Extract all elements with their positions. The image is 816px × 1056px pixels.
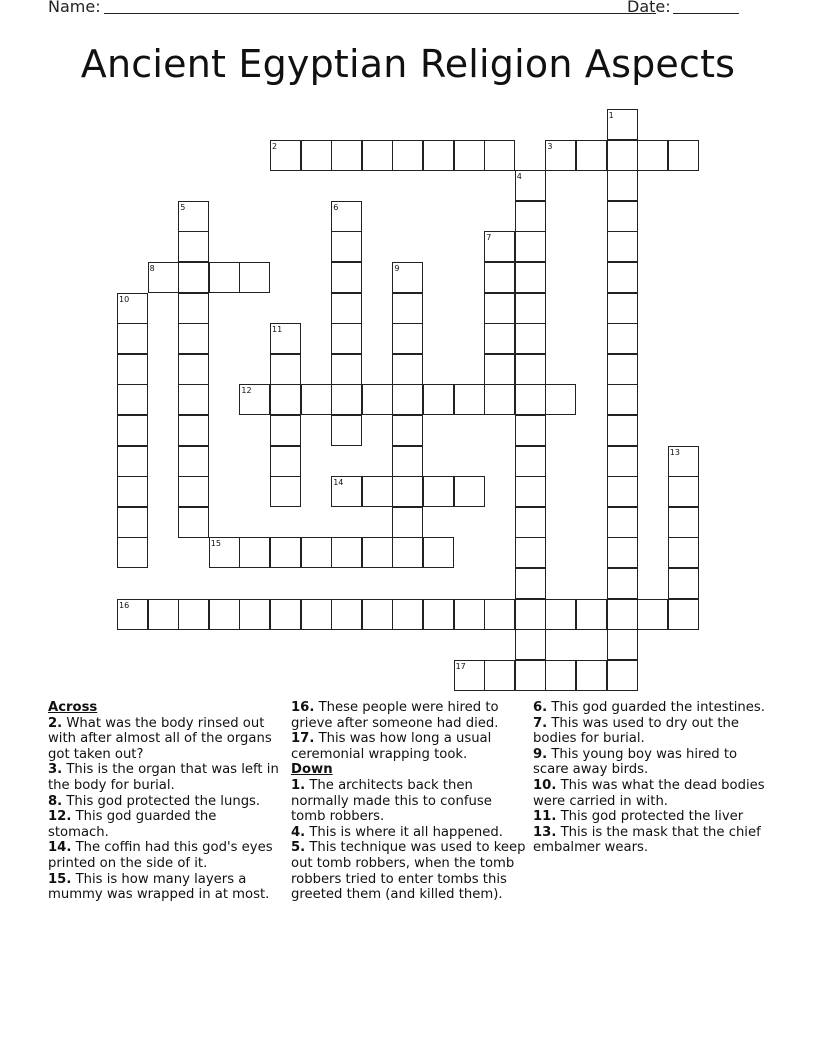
clue-item-number: 12. [48,809,72,825]
grid-cell[interactable] [607,507,638,538]
clue-item-number: 3. [48,762,63,778]
across-clue-list-continued [291,700,527,762]
clue-item-number: 14. [48,840,72,856]
grid-cell[interactable] [117,507,148,538]
clue-number: 16 [119,600,130,610]
grid-cell[interactable] [117,384,148,415]
grid-cell[interactable] [178,231,209,262]
grid-cell[interactable] [178,415,209,446]
grid-cell[interactable] [515,537,546,568]
clues-column-1 [48,700,280,903]
across-clue-list [48,716,280,903]
grid-cell[interactable] [392,476,423,507]
grid-cell[interactable] [515,201,546,232]
clue-number: 4 [516,172,522,182]
grid-cell[interactable] [545,660,576,691]
grid-cell[interactable] [117,599,148,630]
clue-item-number: 2. [48,715,63,731]
grid-cell[interactable] [362,599,393,630]
grid-cell[interactable] [607,599,638,630]
clue-item [291,731,527,762]
grid-cell[interactable] [117,415,148,446]
grid-cell[interactable] [515,231,546,262]
grid-cell[interactable] [515,384,546,415]
grid-cell[interactable] [545,140,576,171]
grid-cell[interactable] [607,323,638,354]
clue-item-number: 7. [533,715,548,731]
clue-number: 12 [241,386,252,396]
grid-cell[interactable] [331,354,362,385]
clue-item-text: These people were hired to grieve after someone had died. [291,700,499,731]
grid-cell[interactable] [392,323,423,354]
clue-number: 15 [210,539,221,549]
clue-item-text: This young boy was hired to scare away birds. [533,746,738,778]
grid-cell[interactable] [515,415,546,446]
grid-cell[interactable] [392,537,423,568]
grid-cell[interactable] [331,323,362,354]
down-clue-list [291,778,527,903]
grid-cell[interactable] [331,537,362,568]
grid-cell[interactable] [148,599,179,630]
clue-number: 14 [333,478,344,488]
grid-cell[interactable] [515,568,546,599]
clue-item-text: The architects back then normally made this to confuse tomb robbers. [291,777,492,825]
grid-cell[interactable] [423,599,454,630]
grid-cell[interactable] [607,568,638,599]
clue-item [533,716,765,747]
grid-cell[interactable] [515,507,546,538]
clue-item [533,825,765,856]
grid-cell[interactable] [270,354,301,385]
clue-number: 3 [547,141,553,151]
grid-cell[interactable] [484,262,515,293]
clue-item-number: 16. [291,700,315,715]
grid-cell[interactable] [637,599,668,630]
grid-cell[interactable] [148,262,179,293]
grid-cell[interactable] [454,660,485,691]
clue-item-text: This was used to dry out the bodies for burial. [533,715,740,747]
clue-item [533,778,765,809]
clue-item [291,778,527,825]
clue-number: 9 [394,264,400,273]
clue-item-text: What was the body rinsed out with after almost all of the organs got taken out? [48,715,272,762]
grid-cell[interactable] [239,384,270,415]
clue-item [48,716,280,763]
grid-cell[interactable] [392,599,423,630]
grid-cell[interactable] [331,415,362,446]
grid-cell[interactable] [607,262,638,293]
clue-item [48,809,280,840]
grid-cell[interactable] [423,140,454,171]
grid-cell[interactable] [301,384,332,415]
clue-item-text: This is where it all happened. [305,824,503,840]
grid-cell[interactable] [117,446,148,477]
grid-cell[interactable] [484,293,515,324]
clue-item-text: This technique was used to keep out tomb robbers, when the tomb robbers tried to enter tombs this greeted them (and killed them). [291,840,526,903]
clue-number: 6 [333,202,339,212]
grid-cell[interactable] [454,599,485,630]
clue-number: 2 [272,141,278,151]
grid-cell[interactable] [668,568,699,599]
grid-cell[interactable] [607,660,638,691]
grid-cell[interactable] [607,384,638,415]
clue-item-number: 13. [533,824,557,840]
grid-cell[interactable] [301,599,332,630]
grid-cell[interactable] [545,384,576,415]
grid-cell[interactable] [607,201,638,232]
grid-cell[interactable] [576,599,607,630]
clue-item [291,700,527,731]
grid-cell[interactable] [454,476,485,507]
grid-cell[interactable] [301,140,332,171]
grid-cell[interactable] [331,384,362,415]
clue-item-text: The coffin had this god's eyes printed on the side of it. [48,840,273,871]
grid-cell[interactable] [270,537,301,568]
grid-cell[interactable] [484,140,515,171]
grid-cell[interactable] [668,476,699,507]
grid-cell[interactable] [178,599,209,630]
grid-cell[interactable] [607,170,638,201]
grid-cell[interactable] [178,507,209,538]
clue-number: 7 [486,233,492,243]
grid-cell[interactable] [668,446,699,477]
grid-cell[interactable] [270,140,301,171]
grid-cell[interactable] [484,354,515,385]
grid-cell[interactable] [331,262,362,293]
grid-cell[interactable] [178,201,209,232]
grid-cell[interactable] [392,446,423,477]
grid-cell[interactable] [301,537,332,568]
grid-cell[interactable] [484,599,515,630]
grid-cell[interactable] [515,629,546,660]
clue-item [291,840,527,902]
grid-cell[interactable] [484,660,515,691]
grid-cell[interactable] [270,599,301,630]
grid-cell[interactable] [576,660,607,691]
grid-cell[interactable] [239,599,270,630]
clue-item-text: This is the organ that was left in the body for burial. [48,762,279,793]
grid-cell[interactable] [484,323,515,354]
grid-cell[interactable] [178,446,209,477]
grid-cell[interactable] [209,262,240,293]
grid-cell[interactable] [392,293,423,324]
grid-cell[interactable] [178,262,209,293]
clue-item [533,747,765,778]
clue-item-number: 4. [291,824,306,840]
grid-cell[interactable] [515,170,546,201]
grid-cell[interactable] [270,415,301,446]
grid-cell[interactable] [515,660,546,691]
name-label: Name: [48,0,101,16]
clue-item [48,762,280,793]
clue-item-text: This god guarded the stomach. [48,809,217,840]
grid-cell[interactable] [392,507,423,538]
grid-cell[interactable] [117,293,148,324]
grid-cell[interactable] [362,384,393,415]
clue-number: 11 [272,325,283,335]
clue-item-text: This is the mask that the chief embalmer wears. [533,824,761,856]
grid-cell[interactable] [607,537,638,568]
grid-cell[interactable] [178,354,209,385]
clue-item-number: 10. [533,777,557,793]
grid-cell[interactable] [178,476,209,507]
page-title: Ancient Egyptian Religion Aspects [80,42,736,86]
grid-cell[interactable] [607,140,638,171]
grid-cell[interactable] [117,476,148,507]
clue-item-text: This god guarded the intestines. [547,700,765,715]
clue-item-number: 17. [291,731,315,747]
grid-cell[interactable] [392,384,423,415]
grid-cell[interactable] [607,415,638,446]
grid-cell[interactable] [270,446,301,477]
grid-cell[interactable] [607,109,638,140]
grid-cell[interactable] [392,140,423,171]
grid-cell[interactable] [362,537,393,568]
grid-cell[interactable] [607,476,638,507]
grid-cell[interactable] [607,231,638,262]
grid-cell[interactable] [362,476,393,507]
clues-column-2 [291,700,527,903]
grid-cell[interactable] [239,537,270,568]
grid-cell[interactable] [331,201,362,232]
grid-cell[interactable] [668,599,699,630]
grid-cell[interactable] [607,629,638,660]
grid-cell[interactable] [331,231,362,262]
clue-item-text: This god protected the liver [556,809,744,825]
date-label: Date: [627,0,671,16]
grid-cell[interactable] [423,476,454,507]
grid-cell[interactable] [515,262,546,293]
grid-cell[interactable] [668,507,699,538]
grid-cell[interactable] [515,354,546,385]
grid-cell[interactable] [668,140,699,171]
grid-cell[interactable] [331,599,362,630]
grid-cell[interactable] [607,293,638,324]
grid-cell[interactable] [515,446,546,477]
grid-cell[interactable] [545,599,576,630]
grid-cell[interactable] [239,262,270,293]
grid-cell[interactable] [423,384,454,415]
down-heading: Down [291,762,333,778]
grid-cell[interactable] [392,262,423,293]
clue-number: 13 [669,447,680,457]
grid-cell[interactable] [331,140,362,171]
clue-item-number: 11. [533,809,557,825]
clue-item-number: 8. [48,793,63,809]
grid-cell[interactable] [423,537,454,568]
grid-cell[interactable] [117,323,148,354]
clue-item [533,809,765,825]
clue-number: 1 [608,111,614,120]
grid-cell[interactable] [515,323,546,354]
grid-cell[interactable] [392,415,423,446]
grid-cell[interactable] [178,384,209,415]
grid-cell[interactable] [331,476,362,507]
grid-cell[interactable] [515,476,546,507]
clue-item-text: This was how long a usual ceremonial wrapping took. [291,731,492,762]
clue-number: 8 [149,264,155,273]
grid-cell[interactable] [178,293,209,324]
clue-number: 10 [119,294,130,304]
grid-cell[interactable] [178,323,209,354]
clue-item-number: 6. [533,700,548,715]
grid-cell[interactable] [576,140,607,171]
clue-item [48,872,280,903]
grid-cell[interactable] [209,537,240,568]
clue-item [533,700,765,716]
across-heading: Across [48,700,98,715]
clue-item-text: This god protected the lungs. [62,793,261,809]
grid-cell[interactable] [209,599,240,630]
grid-cell[interactable] [270,323,301,354]
clue-item-text: This is how many layers a mummy was wrapped in at most. [48,871,270,903]
grid-cell[interactable] [270,476,301,507]
grid-cell[interactable] [454,384,485,415]
clue-item-text: This was what the dead bodies were carried in with. [533,777,765,809]
grid-cell[interactable] [362,140,393,171]
grid-cell[interactable] [331,293,362,324]
grid-cell[interactable] [270,384,301,415]
grid-cell[interactable] [607,446,638,477]
clue-item-number: 15. [48,871,72,887]
down-clue-list-continued [533,700,765,856]
clue-item [48,794,280,810]
clue-number: 5 [180,202,186,212]
grid-cell[interactable] [637,140,668,171]
clue-item-number: 1. [291,777,306,793]
clue-number: 17 [455,661,466,671]
grid-cell[interactable] [668,537,699,568]
grid-cell[interactable] [484,384,515,415]
grid-cell[interactable] [484,231,515,262]
clue-item [48,840,280,871]
grid-cell[interactable] [515,293,546,324]
grid-cell[interactable] [117,537,148,568]
clue-item-number: 5. [291,840,306,856]
grid-cell[interactable] [117,354,148,385]
clues-column-3 [533,700,765,856]
grid-cell[interactable] [607,354,638,385]
grid-cell[interactable] [515,599,546,630]
clue-item-number: 9. [533,746,548,762]
clue-item [291,825,527,841]
grid-cell[interactable] [454,140,485,171]
grid-cell[interactable] [392,354,423,385]
